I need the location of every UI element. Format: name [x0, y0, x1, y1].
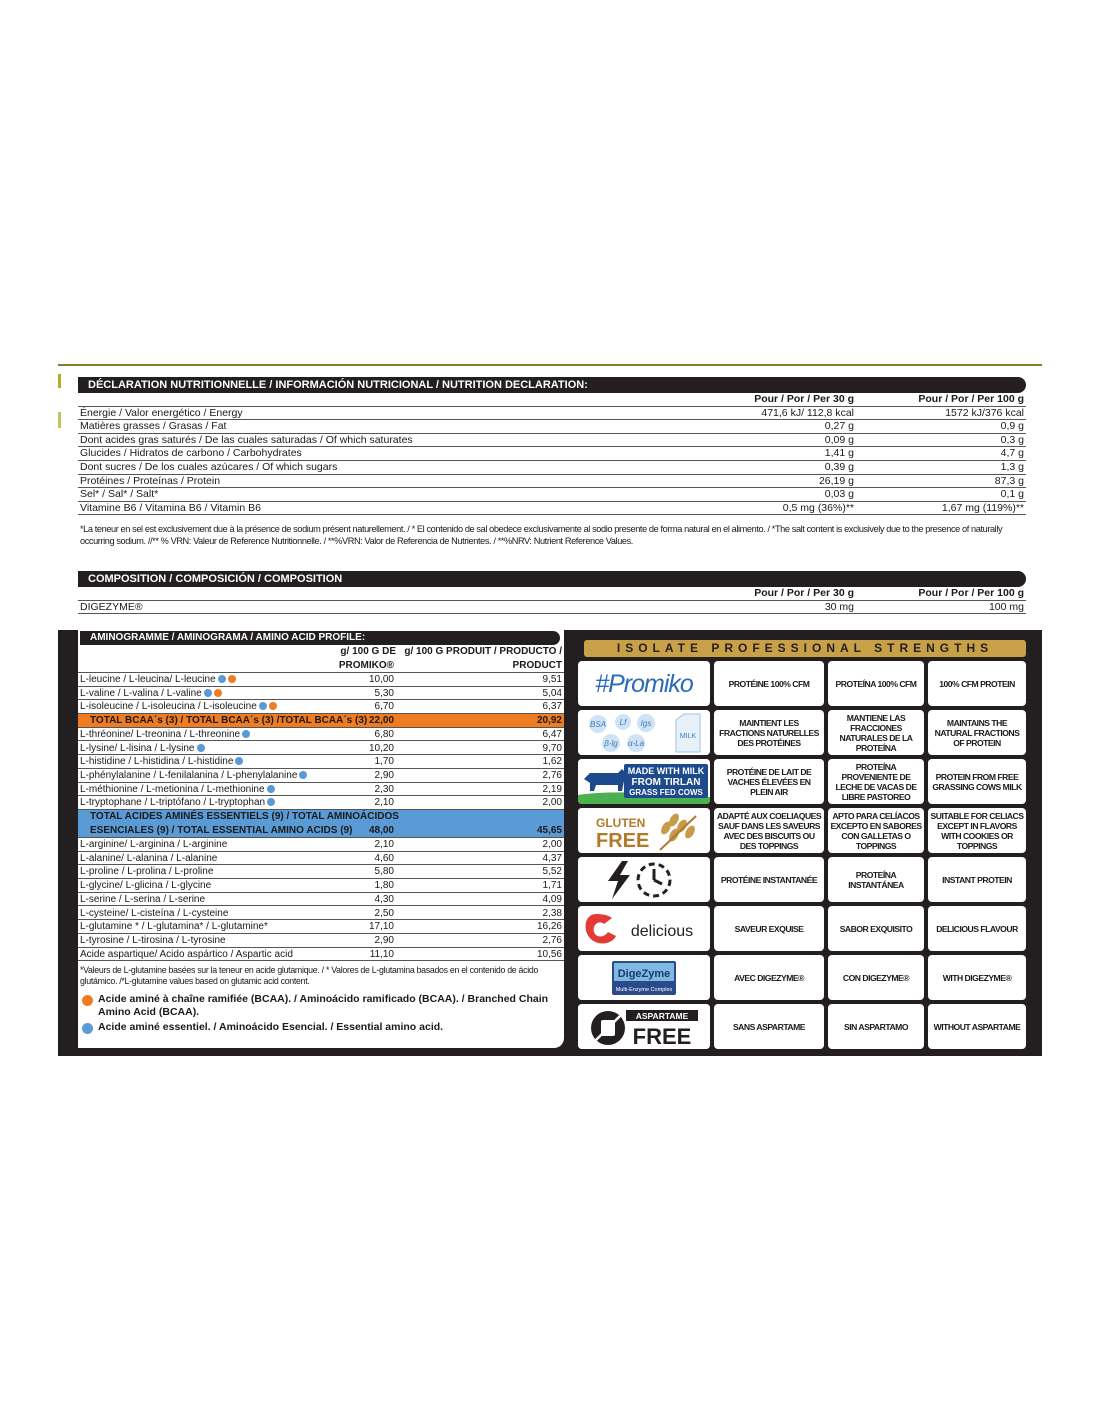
promiko-icon	[578, 661, 710, 706]
amino-row	[78, 879, 564, 893]
amino-row	[78, 934, 564, 948]
blue-dot-icon	[204, 689, 212, 697]
amino-row	[78, 742, 564, 756]
orange-dot-icon	[214, 689, 222, 697]
col-per-100g: Pour / Por / Per 100 g	[918, 587, 1024, 599]
blue-dot-icon	[299, 771, 307, 779]
amino-value-promiko: 2,90	[374, 769, 394, 781]
amino-value-promiko: 10,00	[368, 674, 394, 685]
nutrient-label: Dont acides gras saturés / De las cuales saturadas / Of which saturates	[80, 433, 413, 446]
promiko-logo	[578, 661, 710, 706]
amino-value-promiko: 6,80	[374, 728, 394, 740]
svg-text:#Promiko: #Promiko	[595, 670, 693, 698]
amino-row	[78, 783, 564, 797]
nutrition-header: DÉCLARATION NUTRITIONNELLE / INFORMACIÓN NUTRICIONAL / NUTRITION DECLARATION:	[78, 377, 1026, 393]
blue-dot-icon	[242, 730, 250, 738]
fraction-label: β-lg	[604, 739, 618, 748]
nutrient-value-30g: 0,09 g	[824, 433, 854, 446]
nutrient-value-30g: 0,03 g	[824, 488, 854, 501]
fraction-label: BSA	[589, 720, 607, 729]
strength-card-en: DELICIOUS FLAVOUR	[928, 906, 1026, 951]
amino-label: L-lysine/ L-lisina / L-lysine	[80, 742, 195, 754]
strength-card-fr: SANS ASPARTAME	[714, 1004, 824, 1049]
amino-value-product: 1,71	[542, 880, 562, 892]
amino-label: L-tryptophane / L-triptófano / L-tryptophan	[80, 797, 266, 809]
nutrition-row	[78, 488, 1026, 502]
strength-card-en: INSTANT PROTEIN	[928, 857, 1026, 902]
digezyme-logo	[578, 955, 710, 1000]
blue-dot-icon	[218, 675, 226, 683]
amino-label: L-isoleucine / L-isoleucina / L-isoleucine	[80, 701, 257, 713]
nutrient-value-100g: 1572 kJ/376 kcal	[945, 406, 1024, 419]
amino-value-product: 2,00	[542, 797, 562, 809]
strength-card-fr: PROTÉINE INSTANTANÉE	[714, 857, 824, 902]
delicious-icon	[578, 906, 710, 951]
wheat-icon	[578, 808, 710, 853]
strength-card-es: PROTEÍNA 100% CFM	[828, 661, 924, 706]
nutrient-label: Sel* / Sal* / Salt*	[80, 488, 159, 501]
fraction-label: Lf	[619, 718, 627, 727]
amino-value-promiko: 4,30	[374, 893, 394, 905]
cow-icon	[578, 759, 710, 804]
orange-dot-icon	[228, 675, 236, 683]
amino-label: L-glycine/ L-glicina / L-glycine	[80, 880, 212, 892]
amino-value-product: 2,19	[542, 783, 562, 795]
amino-value-promiko: 5,80	[374, 866, 394, 878]
svg-text:FREE: FREE	[596, 830, 650, 852]
amino-label: L-cysteine/ L-cisteína / L-cysteine	[80, 907, 229, 919]
orange-dot-icon	[82, 995, 93, 1006]
lightning-clock-icon	[578, 857, 710, 902]
amino-value-product: 1,62	[542, 756, 562, 768]
aspartame-icon	[578, 1004, 710, 1049]
nutrient-value-100g: 0,1 g	[1000, 488, 1024, 501]
amino-value-promiko: 2,50	[374, 907, 394, 919]
svg-text:GLUTEN: GLUTEN	[596, 816, 646, 830]
amino-label: L-glutamine * / L-glutamina* / L-glutamine*	[80, 921, 268, 933]
amino-col2-header: g/ 100 G PRODUIT / PRODUCTO /	[404, 646, 562, 657]
nutrient-value-30g: 1,41 g	[824, 447, 854, 460]
instant-logo	[578, 857, 710, 902]
amino-label: L-tyrosine / L-tirosina / L-tyrosine	[80, 934, 226, 946]
composition-column-header	[78, 587, 1026, 601]
strength-card-es: MANTIENE LAS FRACCIONES NATURALES DE LA PROTEÍNA	[828, 710, 924, 755]
essential-total-label-2: ESENCIALES (9) / TOTAL ESSENTIAL AMINO ACIDS (9)	[90, 824, 353, 836]
nutrition-footnote: *La teneur en sel est exclusivement due à la présence de sodium présent naturellement. / * El contenido de sal obedece exclusivamente al sodio presente de forma natural en el alimento. / *The salt content is exclusively due to the presence of naturally occurring sodium. //** % VRN: Valeur de Reference Nutritionnelle. / **%VRN: Valor de Referencia de Nutrientes. / **%NRV: Nutrient Reference Values.	[80, 524, 1003, 546]
amino-value-product: 16,26	[536, 921, 562, 933]
amino-label: L-thréonine/ L-treonina / L-threonine	[80, 728, 241, 740]
amino-value-product: 2,00	[542, 839, 562, 850]
nutrition-row	[78, 434, 1026, 448]
nutrient-label: Matières grasses / Grasas / Fat	[80, 420, 227, 433]
amino-row	[78, 852, 564, 866]
amino-value-product: 4,09	[542, 893, 562, 905]
svg-text:delicious: delicious	[630, 923, 694, 940]
amino-value-product: 2,76	[542, 934, 562, 946]
amino-value-promiko: 1,80	[374, 880, 394, 892]
amino-value-promiko: 2,10	[374, 839, 394, 850]
nutrient-value-30g: 0,5 mg (36%)**	[782, 501, 854, 514]
blue-dot-icon	[197, 744, 205, 752]
protein-fractions-logo	[578, 710, 710, 755]
nutrient-label: Vitamine B6 / Vitamina B6 / Vitamin B6	[80, 501, 261, 514]
nutrition-row	[78, 407, 1026, 421]
strength-card-es: PROTEÍNA INSTANTÁNEA	[828, 857, 924, 902]
nutrient-value-30g: 471,6 kJ/ 112,8 kcal	[761, 406, 854, 419]
nutrition-row	[78, 420, 1026, 434]
amino-value-product: 4,37	[542, 852, 562, 864]
nutrient-value-100g: 1,3 g	[1000, 461, 1024, 473]
milk-fractions-icon	[578, 710, 710, 755]
essential-total-v1: 48,00	[368, 824, 394, 836]
amino-label: L-histidine / L-histidina / L-histidine	[80, 756, 234, 768]
blue-dot-icon	[82, 1023, 93, 1034]
svg-text:FREE: FREE	[632, 1024, 692, 1049]
amino-value-promiko: 22,00	[368, 715, 394, 727]
svg-text:GRASS FED COWS: GRASS FED COWS	[629, 788, 703, 797]
strength-card-fr: AVEC DIGEZYME®	[714, 955, 824, 1000]
amino-label: L-valine / L-valina / L-valine	[80, 687, 202, 699]
col-per-30g: Pour / Por / Per 30 g	[754, 587, 854, 599]
nutrition-row	[78, 475, 1026, 489]
decor-accent	[58, 374, 61, 388]
col-per-30g: Pour / Por / Per 30 g	[754, 393, 854, 405]
blue-dot-icon	[235, 757, 243, 765]
ingredient-label: DIGEZYME®	[80, 600, 143, 613]
amino-row	[78, 920, 564, 934]
composition-row	[78, 601, 1026, 615]
amino-value-promiko: 6,70	[374, 701, 394, 713]
svg-text:Multi-Enzyme Complex: Multi-Enzyme Complex	[615, 987, 673, 993]
top-rule	[58, 364, 1042, 366]
fraction-label: MILK	[679, 733, 697, 740]
nutrient-value-100g: 87,3 g	[994, 474, 1024, 487]
amino-value-promiko: 5,30	[374, 687, 394, 699]
nutrient-label: Énergie / Valor energético / Energy	[80, 406, 243, 419]
amino-row	[78, 865, 564, 879]
gluten-free-logo	[578, 808, 710, 853]
amino-col2-header-2: PRODUCT	[512, 659, 562, 671]
strength-card-en: WITHOUT ASPARTAME	[928, 1004, 1026, 1049]
strength-card-en: MAINTAINS THE NATURAL FRACTIONS OF PROTEIN	[928, 710, 1026, 755]
amino-value-product: 9,51	[542, 674, 562, 685]
nutrient-label: Dont sucres / De los cuales azúcares / Of which sugars	[80, 461, 338, 473]
svg-text:DigeZyme: DigeZyme	[617, 968, 671, 980]
amino-value-product: 9,70	[542, 742, 562, 754]
delicious-logo	[578, 906, 710, 951]
nutrient-label: Protéines / Proteínas / Protein	[80, 474, 221, 487]
nutrient-value-30g: 26,19 g	[818, 474, 854, 487]
svg-text:MADE WITH MILK: MADE WITH MILK	[627, 766, 705, 776]
col-per-100g: Pour / Por / Per 100 g	[918, 393, 1024, 405]
amino-value-product: 20,92	[536, 715, 562, 727]
strengths-header: ISOLATE PROFESSIONAL STRENGTHS	[584, 640, 1026, 657]
strength-card-en: WITH DIGEZYME®	[928, 955, 1026, 1000]
amino-value-product: 6,37	[542, 701, 562, 713]
amino-value-product: 2,38	[542, 907, 562, 919]
amino-value-product: 10,56	[536, 948, 562, 960]
amino-label: Acide aspartique/ Acido aspártico / Aspartic acid	[80, 948, 293, 960]
nutrient-label: Glucides / Hidratos de carbono / Carbohydrates	[80, 447, 302, 460]
tirlan-milk-logo	[578, 759, 710, 804]
aspartame-free-logo	[578, 1004, 710, 1049]
nutrient-value-100g: 1,67 mg (119%)**	[941, 501, 1024, 514]
strength-card-fr: PROTÉINE DE LAIT DE VACHES ÉLEVÉES EN PLEIN AIR	[714, 759, 824, 804]
strength-card-fr: PROTÉINE 100% CFM	[714, 661, 824, 706]
amino-col1-header-2: PROMIKO®	[338, 659, 394, 671]
amino-row	[78, 796, 564, 810]
essential-total-v2: 45,65	[536, 824, 562, 836]
strength-card-fr: MAINTIENT LES FRACTIONS NATURELLES DES PROTÉINES	[714, 710, 824, 755]
strength-card-fr: ADAPTÉ AUX COELIAQUES SAUF DANS LES SAVEURS AVEC DES BISCUITS OU DES TOPPINGS	[714, 808, 824, 853]
amino-value-product: 5,52	[542, 866, 562, 878]
strength-card-es: SABOR EXQUISITO	[828, 906, 924, 951]
legend-essential	[80, 1021, 560, 1034]
ingredient-value-30g: 30 mg	[824, 600, 854, 613]
essential-total-label-1: TOTAL ACIDES AMINÉS ESSENTIELS (9) / TOTAL AMINOÁCIDOS	[90, 811, 399, 822]
nutrient-value-30g: 0,39 g	[824, 461, 854, 473]
amino-value-promiko: 2,30	[374, 783, 394, 795]
nutrition-column-header	[78, 393, 1026, 407]
ingredient-value-100g: 100 mg	[988, 600, 1024, 613]
nutrition-row	[78, 447, 1026, 461]
nutrient-value-30g: 0,27 g	[824, 420, 854, 433]
amino-value-product: 5,04	[542, 687, 562, 699]
legend-bcaa-text: Acide aminé à chaîne ramifiée (BCAA). / Aminoácido ramificado (BCAA). / Branched Chain Amino Acid (BCAA).	[98, 993, 549, 1018]
amino-label: L-méthionine / L-metionina / L-methionine	[80, 783, 265, 795]
digezyme-icon	[578, 955, 710, 1000]
amino-value-product: 2,76	[542, 769, 562, 781]
amino-label: L-arginine/ L-arginina / L-arginine	[80, 839, 228, 850]
amino-row	[78, 700, 564, 714]
amino-label: TOTAL BCAA´s (3) / TOTAL BCAA´s (3) /TOTAL BCAA´s (3)	[90, 715, 368, 727]
nutrient-value-100g: 0,9 g	[1000, 420, 1024, 433]
amino-label: L-leucine / L-leucina/ L-leucine	[80, 674, 216, 685]
legend-essential-text: Acide aminé essentiel. / Aminoácido Esencial. / Essential amino acid.	[98, 1021, 444, 1033]
amino-value-promiko: 10,20	[368, 742, 394, 754]
blue-dot-icon	[259, 702, 267, 710]
amino-value-product: 6,47	[542, 728, 562, 740]
amino-col1-header: g/ 100 G DE	[340, 646, 396, 657]
fraction-label: α-La	[627, 739, 645, 748]
bcaa-total-row	[78, 714, 564, 728]
amino-label: L-proline / L-prolina / L-proline	[80, 866, 214, 878]
blue-dot-icon	[267, 798, 275, 806]
amino-header: AMINOGRAMME / AMINOGRAMA / AMINO ACID PROFILE:	[80, 631, 560, 645]
nutrient-value-100g: 0,3 g	[1000, 433, 1024, 446]
legend-bcaa	[80, 993, 560, 1019]
decor-accent	[58, 412, 61, 428]
amino-value-promiko: 1,70	[374, 756, 394, 768]
amino-row	[78, 728, 564, 742]
amino-value-promiko: 2,10	[374, 797, 394, 809]
amino-row	[78, 893, 564, 907]
amino-value-promiko: 11,10	[369, 948, 394, 960]
orange-dot-icon	[269, 702, 277, 710]
amino-footnote: *Valeurs de L-glutamine basées sur la teneur en acide glutamique. / * Valores de L-glutamina basados en el contenido de ácido glutámico. /*L-glutamine values based on glutamic acid content.	[80, 965, 539, 986]
amino-label: L-phénylalanine / L-fenilalanina / L-phenylalanine	[80, 769, 298, 781]
amino-label: L-alanine/ L-alanina / L-alanine	[80, 852, 218, 864]
amino-row	[78, 907, 564, 921]
amino-value-promiko: 4,60	[374, 852, 394, 864]
strength-card-es: CON DIGEZYME®	[828, 955, 924, 1000]
nutrient-value-100g: 4,7 g	[1000, 447, 1024, 460]
strength-card-en: 100% CFM PROTEIN	[928, 661, 1026, 706]
strength-card-fr: SAVEUR EXQUISE	[714, 906, 824, 951]
amino-row	[78, 838, 564, 852]
amino-row	[78, 673, 564, 687]
strength-card-es: SIN ASPARTAMO	[828, 1004, 924, 1049]
nutrition-row	[78, 461, 1026, 475]
strength-card-en: PROTEIN FROM FREE GRASSING COWS MILK	[928, 759, 1026, 804]
amino-value-promiko: 17,10	[368, 921, 394, 933]
strength-card-es: PROTEÍNA PROVENIENTE DE LECHE DE VACAS DE LIBRE PASTOREO	[828, 759, 924, 804]
blue-dot-icon	[267, 785, 275, 793]
amino-label: L-serine / L-serina / L-serine	[80, 893, 206, 905]
nutrition-row	[78, 502, 1026, 516]
essential-total-row	[78, 810, 564, 838]
strength-card-en: SUITABLE FOR CELIACS EXCEPT IN FLAVORS WITH COOKIES OR TOPPINGS	[928, 808, 1026, 853]
strength-card-es: APTO PARA CELÍACOS EXCEPTO EN SABORES CON GALLETAS O TOPPINGS	[828, 808, 924, 853]
amino-value-promiko: 2,90	[374, 934, 394, 946]
svg-text:ASPARTAME: ASPARTAME	[635, 1011, 689, 1021]
amino-row	[78, 769, 564, 783]
composition-header: COMPOSITION / COMPOSICIÓN / COMPOSITION	[78, 571, 1026, 587]
amino-row	[78, 687, 564, 701]
fraction-label: Igs	[640, 719, 652, 728]
svg-text:FROM TIRLAN: FROM TIRLAN	[631, 777, 701, 788]
amino-row	[78, 948, 564, 962]
amino-row	[78, 755, 564, 769]
